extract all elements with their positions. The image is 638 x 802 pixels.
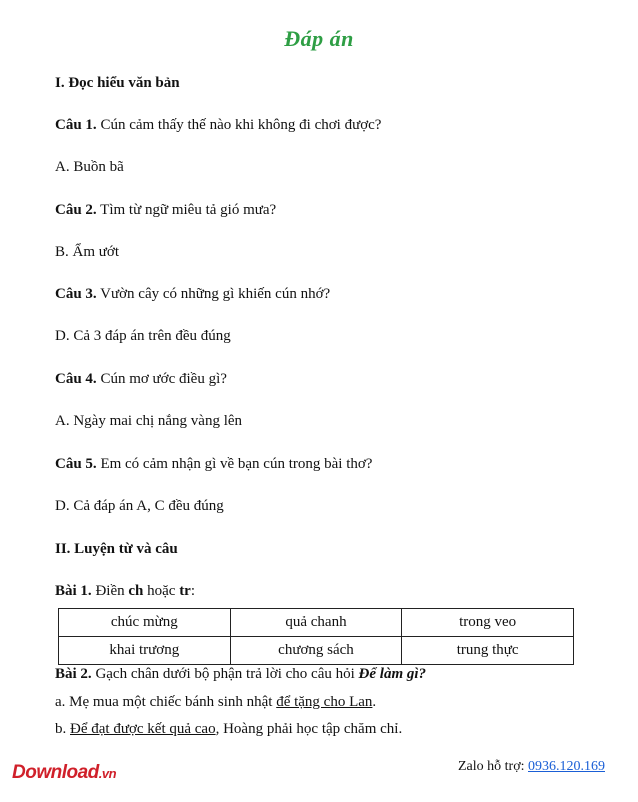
- table-cell: chương sách: [230, 637, 402, 665]
- page-title: Đáp án: [284, 26, 354, 51]
- exercise-text: Gạch chân dưới bộ phận trả lời cho câu hỏi: [91, 666, 359, 682]
- question-label: Câu 3.: [55, 286, 97, 302]
- exercise-2-item-b: [55, 721, 402, 738]
- section-heading-vocab: II. Luyện từ và câu: [55, 541, 178, 557]
- exercise-text: hoặc: [143, 583, 180, 599]
- word-table: [58, 608, 574, 665]
- underlined-phrase: để tặng cho Lan: [276, 694, 373, 710]
- question-4: [55, 371, 227, 388]
- question-2: [55, 202, 276, 219]
- table-cell: khai trương: [59, 637, 231, 665]
- exercise-question: Để làm gì?: [358, 666, 427, 682]
- letter-ch: ch: [128, 583, 144, 599]
- question-5: [55, 456, 372, 473]
- table-cell: quả chanh: [230, 609, 402, 637]
- question-label: Câu 4.: [55, 371, 97, 387]
- logo-tld: .vn: [98, 766, 117, 781]
- exercise-text: :: [190, 583, 196, 599]
- exercise-label: Bài 2.: [55, 666, 92, 682]
- item-text: .: [372, 694, 377, 710]
- section-heading-reading: I. Đọc hiểu văn bản: [55, 75, 180, 91]
- zalo-support: [458, 759, 605, 775]
- table-cell: trung thực: [402, 637, 574, 665]
- question-text: Em có cảm nhận gì về bạn cún trong bài thơ?: [96, 456, 373, 472]
- answer-5: D. Cả đáp án A, C đều đúng: [55, 498, 224, 514]
- question-label: Câu 1.: [55, 117, 97, 133]
- answer-4: A. Ngày mai chị nắng vàng lên: [55, 413, 243, 429]
- question-text: Tìm từ ngữ miêu tả gió mưa?: [96, 202, 277, 218]
- exercise-text: Điền: [91, 583, 129, 599]
- question-3: [55, 286, 330, 303]
- download-logo[interactable]: [12, 762, 116, 784]
- item-text: b.: [55, 721, 70, 737]
- exercise-2-item-a: [55, 694, 376, 711]
- exercise-label: Bài 1.: [55, 583, 92, 599]
- question-text: Cún cảm thấy thế nào khi không đi chơi được?: [96, 117, 382, 133]
- answer-3: D. Cả 3 đáp án trên đều đúng: [55, 328, 231, 344]
- logo-text: Download: [12, 762, 99, 783]
- table-row: [59, 637, 574, 665]
- question-text: Vườn cây có những gì khiến cún nhớ?: [96, 286, 331, 302]
- table-cell: chúc mừng: [59, 609, 231, 637]
- letter-tr: tr: [179, 583, 191, 599]
- answer-2: B. Ẩm ướt: [55, 244, 119, 260]
- exercise-1: [55, 583, 195, 600]
- zalo-phone-link[interactable]: 0936.120.169: [528, 759, 605, 774]
- question-text: Cún mơ ước điều gì?: [96, 371, 227, 387]
- exercise-2: [55, 666, 426, 683]
- underlined-phrase: Để đạt được kết quả cao: [70, 721, 216, 737]
- item-text: , Hoàng phải học tập chăm chỉ.: [215, 721, 403, 737]
- question-label: Câu 2.: [55, 202, 97, 218]
- table-row: [59, 609, 574, 637]
- item-text: a. Mẹ mua một chiếc bánh sinh nhật: [55, 694, 277, 710]
- table-cell: trong veo: [402, 609, 574, 637]
- question-1: [55, 117, 381, 134]
- answer-1: A. Buồn bã: [55, 159, 124, 175]
- question-label: Câu 5.: [55, 456, 97, 472]
- zalo-label: Zalo hỗ trợ:: [458, 759, 528, 774]
